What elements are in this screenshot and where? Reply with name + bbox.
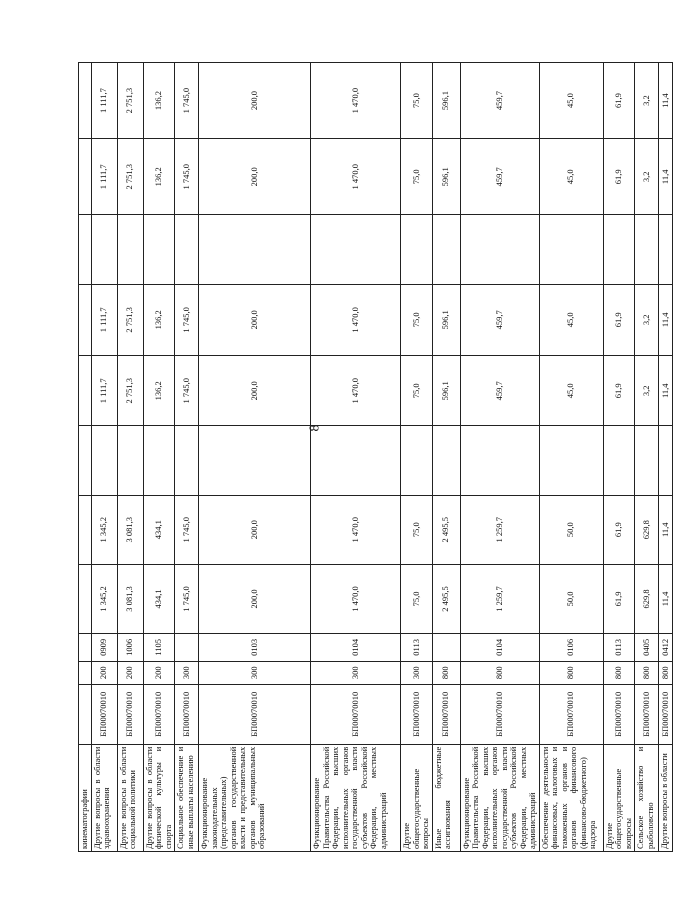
cell-emp	[91, 215, 117, 284]
cell-p3: 1 470,0	[311, 139, 401, 215]
cell-code: БП00070010	[91, 684, 117, 744]
cell-name: Другие вопросы в области социальной политики	[117, 744, 143, 851]
cell-name: кинематографии	[79, 744, 92, 851]
cell-name: Функционирование Правительства Российской Федерации, высших исполнительных органов государственной власти субъектов Российской Федерации, местных администраций	[311, 744, 401, 851]
cell-mid	[175, 426, 199, 495]
cell-section	[79, 634, 92, 662]
cell-code: БП00070010	[311, 684, 401, 744]
cell-mid	[539, 426, 603, 495]
cell-p4: 2 751,3	[117, 63, 143, 139]
cell-name: Другие вопросы в области	[659, 744, 673, 851]
table-row	[460, 63, 539, 852]
cell-cur-b: 11,4	[659, 495, 673, 564]
cell-p2: 1 111,7	[91, 284, 117, 356]
cell-p2: 200,0	[199, 284, 311, 356]
cell-mid	[91, 426, 117, 495]
cell-p3: 3,2	[635, 139, 659, 215]
cell-p1: 136,2	[143, 356, 175, 426]
cell-p3: 136,2	[143, 139, 175, 215]
cell-p1: 2 751,3	[117, 356, 143, 426]
cell-p1: 3,2	[635, 356, 659, 426]
cell-emp	[432, 215, 460, 284]
cell-p3: 75,0	[401, 139, 433, 215]
table-row	[659, 63, 673, 852]
table-row	[175, 63, 199, 852]
cell-p4: 200,0	[199, 63, 311, 139]
table-row	[143, 63, 175, 852]
cell-code: БП00070010	[432, 684, 460, 744]
cell-p4: 75,0	[401, 63, 433, 139]
cell-p4: 1 745,0	[175, 63, 199, 139]
cell-name: Другие вопросы в области здравоохранения	[91, 744, 117, 851]
cell-cur-a: 11,4	[659, 564, 673, 633]
cell-section: 1006	[117, 634, 143, 662]
cell-p2: 459,7	[460, 284, 539, 356]
cell-p4: 1 470,0	[311, 63, 401, 139]
cell-p4	[79, 63, 92, 139]
cell-cur-a: 2 495,5	[432, 564, 460, 633]
cell-p2: 596,1	[432, 284, 460, 356]
cell-kind: 200	[91, 661, 117, 684]
cell-emp	[659, 215, 673, 284]
cell-p1: 61,9	[603, 356, 635, 426]
table-row	[91, 63, 117, 852]
budget-table	[78, 62, 673, 852]
table-body	[79, 63, 673, 852]
cell-kind: 800	[659, 661, 673, 684]
cell-name: Другие вопросы в области физической культуры и спорта	[143, 744, 175, 851]
cell-section: 0909	[91, 634, 117, 662]
cell-name: Социальное обеспечение и иные выплаты населению	[175, 744, 199, 851]
cell-emp	[603, 215, 635, 284]
cell-p1: 1 470,0	[311, 356, 401, 426]
cell-kind: 300	[199, 661, 311, 684]
cell-code: БП00070010	[117, 684, 143, 744]
cell-p2: 2 751,3	[117, 284, 143, 356]
table-row	[401, 63, 433, 852]
table-row	[311, 63, 401, 852]
cell-p2: 3,2	[635, 284, 659, 356]
cell-cur-a: 1 470,0	[311, 564, 401, 633]
cell-section: 0113	[401, 634, 433, 662]
cell-kind: 200	[143, 661, 175, 684]
cell-p4: 45,0	[539, 63, 603, 139]
cell-mid	[143, 426, 175, 495]
cell-kind: 800	[635, 661, 659, 684]
cell-cur-a: 629,8	[635, 564, 659, 633]
cell-cur-b: 1 470,0	[311, 495, 401, 564]
cell-p3: 11,4	[659, 139, 673, 215]
cell-cur-b: 1 259,7	[460, 495, 539, 564]
cell-mid	[635, 426, 659, 495]
cell-mid	[603, 426, 635, 495]
cell-code: БП00070010	[401, 684, 433, 744]
cell-p1: 459,7	[460, 356, 539, 426]
cell-p4: 11,4	[659, 63, 673, 139]
table-row	[539, 63, 603, 852]
cell-section: 0106	[539, 634, 603, 662]
cell-p1	[79, 356, 92, 426]
cell-emp	[143, 215, 175, 284]
cell-emp	[79, 215, 92, 284]
cell-code: БП00070010	[199, 684, 311, 744]
cell-kind: 800	[432, 661, 460, 684]
cell-p3: 2 751,3	[117, 139, 143, 215]
cell-p3: 596,1	[432, 139, 460, 215]
cell-p1: 45,0	[539, 356, 603, 426]
cell-cur-a: 1 345,2	[91, 564, 117, 633]
cell-p3: 1 745,0	[175, 139, 199, 215]
cell-code: БП00070010	[175, 684, 199, 744]
cell-p1: 75,0	[401, 356, 433, 426]
cell-p2: 45,0	[539, 284, 603, 356]
cell-p1: 1 745,0	[175, 356, 199, 426]
cell-cur-a: 50,0	[539, 564, 603, 633]
cell-section: 0104	[460, 634, 539, 662]
cell-name: Сельское хозяйство и рыболовство	[635, 744, 659, 851]
cell-cur-a: 434,1	[143, 564, 175, 633]
cell-cur-a: 1 259,7	[460, 564, 539, 633]
cell-emp	[539, 215, 603, 284]
cell-p3: 200,0	[199, 139, 311, 215]
cell-mid	[432, 426, 460, 495]
cell-p1: 596,1	[432, 356, 460, 426]
cell-section	[175, 634, 199, 662]
cell-section: 0405	[635, 634, 659, 662]
page-number: 8	[307, 424, 323, 432]
cell-cur-b	[79, 495, 92, 564]
cell-cur-b: 1 345,2	[91, 495, 117, 564]
cell-kind: 800	[539, 661, 603, 684]
cell-p2: 1 470,0	[311, 284, 401, 356]
cell-section: 0104	[311, 634, 401, 662]
cell-mid	[79, 426, 92, 495]
cell-emp	[460, 215, 539, 284]
cell-code: БП00070010	[143, 684, 175, 744]
cell-p2: 61,9	[603, 284, 635, 356]
cell-cur-a: 200,0	[199, 564, 311, 633]
table-row	[199, 63, 311, 852]
cell-p1: 200,0	[199, 356, 311, 426]
cell-p3	[79, 139, 92, 215]
cell-cur-a: 3 081,3	[117, 564, 143, 633]
cell-emp	[175, 215, 199, 284]
table-row	[79, 63, 92, 852]
cell-cur-b: 75,0	[401, 495, 433, 564]
cell-p4: 136,2	[143, 63, 175, 139]
cell-cur-a	[79, 564, 92, 633]
cell-kind	[79, 661, 92, 684]
cell-cur-b: 629,8	[635, 495, 659, 564]
cell-p4: 596,1	[432, 63, 460, 139]
cell-code: БП00070010	[659, 684, 673, 744]
cell-mid	[659, 426, 673, 495]
cell-p2	[79, 284, 92, 356]
cell-cur-a: 1 745,0	[175, 564, 199, 633]
cell-emp	[635, 215, 659, 284]
table-row	[432, 63, 460, 852]
cell-p2: 136,2	[143, 284, 175, 356]
cell-p4: 1 111,7	[91, 63, 117, 139]
cell-section: 1105	[143, 634, 175, 662]
cell-section	[432, 634, 460, 662]
cell-p4: 459,7	[460, 63, 539, 139]
cell-emp	[117, 215, 143, 284]
cell-kind: 300	[401, 661, 433, 684]
cell-code	[79, 684, 92, 744]
cell-kind: 200	[117, 661, 143, 684]
cell-name: Функционирование Правительства Российской Федерации, высших исполнительных органов государственной власти субъектов Российской Федерации, местных администраций	[460, 744, 539, 851]
cell-p4: 3,2	[635, 63, 659, 139]
cell-name: Обеспечение деятельности финансовых, налоговых и таможенных органов и органов финансового (финансово-бюджетного) надзора	[539, 744, 603, 851]
cell-p2: 75,0	[401, 284, 433, 356]
cell-cur-b: 50,0	[539, 495, 603, 564]
cell-p3: 459,7	[460, 139, 539, 215]
table-row	[635, 63, 659, 852]
cell-cur-b: 200,0	[199, 495, 311, 564]
table-row	[603, 63, 635, 852]
cell-p3: 61,9	[603, 139, 635, 215]
cell-kind: 800	[460, 661, 539, 684]
cell-cur-b: 434,1	[143, 495, 175, 564]
cell-p2: 1 745,0	[175, 284, 199, 356]
cell-code: БП00070010	[460, 684, 539, 744]
cell-cur-b: 2 495,5	[432, 495, 460, 564]
cell-section: 0113	[603, 634, 635, 662]
cell-name: Другие общегосударственные вопросы	[401, 744, 433, 851]
cell-cur-a: 61,9	[603, 564, 635, 633]
cell-p3: 1 111,7	[91, 139, 117, 215]
cell-name: Другие общегосударственные вопросы	[603, 744, 635, 851]
cell-cur-b: 61,9	[603, 495, 635, 564]
cell-code: БП00070010	[539, 684, 603, 744]
cell-name: Функционирование законодательных (представительных) органов государственной власти и представительных органов муниципальных образований	[199, 744, 311, 851]
cell-cur-b: 1 745,0	[175, 495, 199, 564]
cell-cur-b: 3 081,3	[117, 495, 143, 564]
cell-mid	[401, 426, 433, 495]
cell-p4: 61,9	[603, 63, 635, 139]
cell-section: 0412	[659, 634, 673, 662]
cell-code: БП00070010	[635, 684, 659, 744]
cell-p3: 45,0	[539, 139, 603, 215]
rotated-table-container	[78, 62, 670, 852]
cell-code: БП00070010	[603, 684, 635, 744]
cell-name: Иные бюджетные ассигнования	[432, 744, 460, 851]
cell-p2: 11,4	[659, 284, 673, 356]
cell-section: 0103	[199, 634, 311, 662]
cell-mid	[311, 426, 401, 495]
table-row	[117, 63, 143, 852]
cell-kind: 800	[603, 661, 635, 684]
cell-cur-a: 75,0	[401, 564, 433, 633]
cell-kind: 300	[175, 661, 199, 684]
cell-emp	[401, 215, 433, 284]
cell-p1: 1 111,7	[91, 356, 117, 426]
cell-kind: 300	[311, 661, 401, 684]
cell-emp	[199, 215, 311, 284]
cell-mid	[117, 426, 143, 495]
cell-p1: 11,4	[659, 356, 673, 426]
cell-mid	[199, 426, 311, 495]
cell-mid	[460, 426, 539, 495]
cell-emp	[311, 215, 401, 284]
